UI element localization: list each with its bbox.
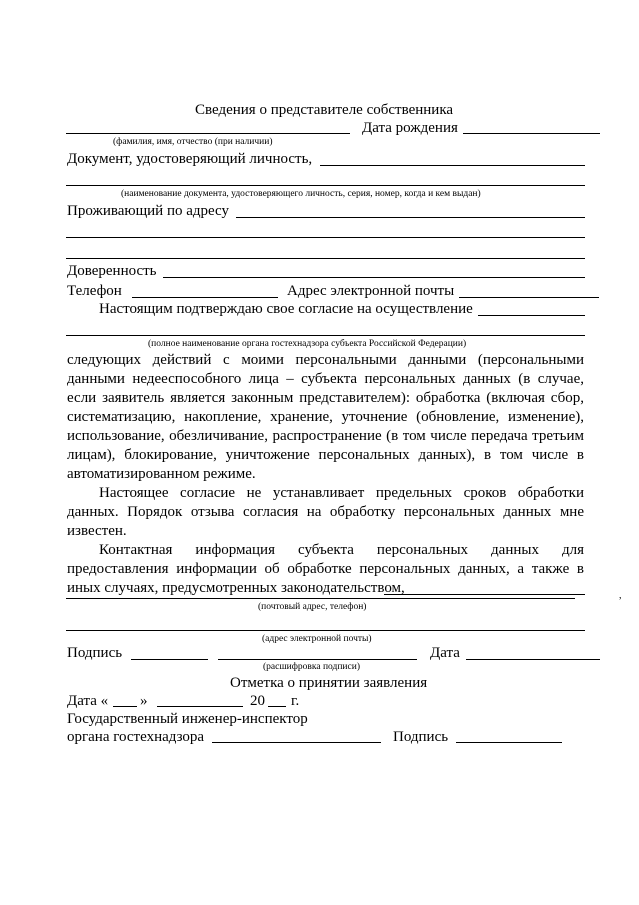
consent-line-1: [478, 315, 585, 316]
phone-line: [132, 297, 278, 298]
power-of-attorney-line: [163, 277, 585, 278]
consent-text-line: систематизацию, накопление, хранение, уточнение (обновление, изменение),: [67, 409, 584, 425]
acceptance-month-line: [157, 706, 243, 707]
no-limit-text-line: данных. Порядок отзыва согласия на обработку персональных данных мне: [67, 504, 584, 520]
email-contact-line: [66, 630, 585, 631]
signature-label: Подпись: [67, 645, 123, 661]
signature-line: [131, 659, 208, 660]
fio-line: [66, 133, 350, 134]
acceptance-title: Отметка о принятии заявления: [230, 675, 428, 691]
date-line: [466, 659, 600, 660]
address-line-2: [66, 237, 585, 238]
inspector-signature-label: Подпись: [393, 729, 449, 745]
consent-intro: Настоящим подтверждаю свое согласие на осуществление: [99, 301, 473, 317]
consent-line-2: [66, 335, 585, 336]
inspector-signature-line: [456, 742, 562, 743]
birth-date-label: Дата рождения: [362, 120, 458, 136]
decode-line: [218, 659, 417, 660]
acceptance-day-line: [113, 706, 137, 707]
doc-label: Документ, удостоверяющий личность,: [67, 151, 313, 167]
acceptance-date-quote: »: [140, 693, 148, 709]
inspector-line-1: Государственный инженер-инспектор: [67, 711, 308, 727]
email-line: [459, 297, 599, 298]
doc-line-1: [320, 165, 585, 166]
acceptance-year-line: [268, 706, 286, 707]
acceptance-year-prefix: 20: [250, 693, 265, 709]
doc-line-2: [66, 185, 585, 186]
date-label: Дата: [430, 645, 460, 661]
inspector-name-line: [212, 742, 381, 743]
acceptance-year-suffix: г.: [291, 693, 300, 709]
consent-text-line: данными недееспособного лица – субъекта персональных данных (в случае,: [67, 371, 584, 387]
no-limit-text-line: Настоящее согласие не устанавливает предельных сроков обработки: [99, 485, 584, 501]
phone-label: Телефон: [67, 283, 122, 299]
address-line-3: [66, 258, 585, 259]
consent-text-line: если заявитель является законным представителем): обработка (включая сбор,: [67, 390, 584, 406]
email-label: Адрес электронной почты: [287, 283, 455, 299]
consent-text-line: следующих действий с моими персональными данными (персональными: [67, 352, 584, 368]
authority-hint: (полное наименование органа гостехнадзора субъекта Российской Федерации): [148, 339, 467, 349]
power-of-attorney-label: Доверенность: [67, 263, 157, 279]
no-limit-text-line: известен.: [67, 523, 127, 539]
consent-text-line: автоматизированном режиме.: [67, 466, 256, 482]
document-title: Сведения о представителе собственника: [195, 102, 454, 118]
trailing-comma: ,: [619, 590, 622, 601]
address-label: Проживающий по адресу: [67, 203, 230, 219]
contact-line-1: [384, 594, 585, 595]
email-hint: (адрес электронной почты): [262, 634, 372, 644]
address-line-1: [236, 217, 585, 218]
decode-hint: (расшифровка подписи): [263, 662, 360, 672]
contact-text-line: иных случаях, предусмотренных законодательством,: [67, 580, 405, 596]
fio-hint: (фамилия, имя, отчество (при наличии): [113, 137, 273, 147]
consent-text-line: использование, обезличивание, распространение (в том числе передача третьим: [67, 428, 584, 444]
consent-text-line: лицам), блокирование, уничтожение персональных данных), в том числе в: [67, 447, 584, 463]
acceptance-date-prefix: Дата «: [67, 693, 109, 709]
contact-text-line: предоставления информации об обработке персональных данных, а также в: [67, 561, 584, 577]
postal-hint: (почтовый адрес, телефон): [258, 602, 367, 612]
contact-text-line: Контактная информация субъекта персональных данных для: [99, 542, 584, 558]
inspector-line-2: органа гостехнадзора: [67, 729, 205, 745]
birth-date-line: [463, 133, 600, 134]
postal-line: [66, 598, 575, 599]
doc-hint: (наименование документа, удостоверяющего личность, серия, номер, когда и кем выдан): [121, 189, 481, 199]
